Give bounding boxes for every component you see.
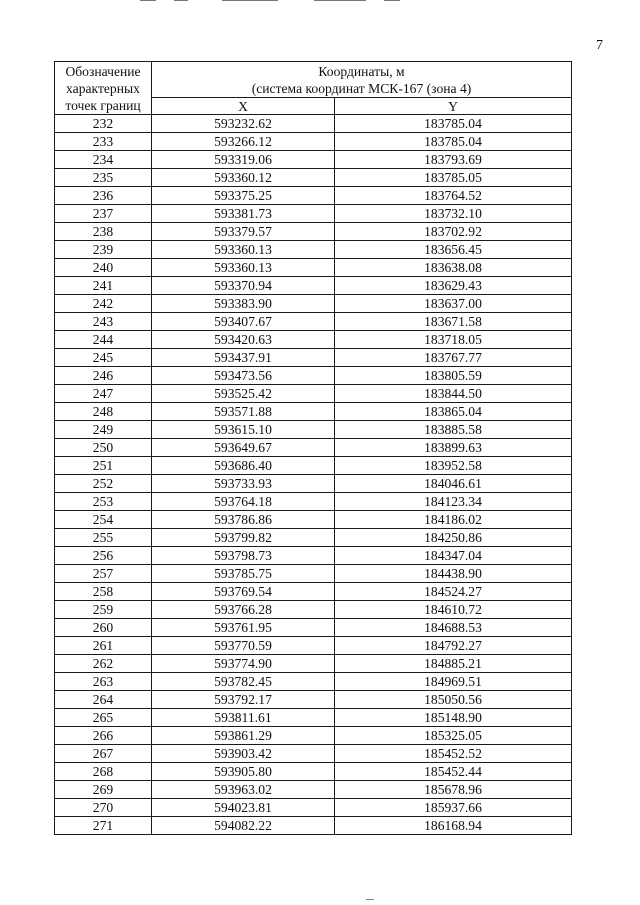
table-row [55, 349, 572, 367]
point-number-cell: 240 [55, 259, 152, 277]
table-row [55, 133, 572, 151]
point-number-cell: 242 [55, 295, 152, 313]
point-number-cell: 256 [55, 547, 152, 565]
y-coordinate-cell: 184524.27 [335, 583, 572, 601]
x-coordinate-cell: 593774.90 [152, 655, 335, 673]
table-row [55, 277, 572, 295]
table-row [55, 223, 572, 241]
y-coordinate-cell: 183793.69 [335, 151, 572, 169]
table-row [55, 295, 572, 313]
table-row [55, 655, 572, 673]
x-coordinate-cell: 593686.40 [152, 457, 335, 475]
y-coordinate-cell: 183732.10 [335, 205, 572, 223]
point-number-cell: 236 [55, 187, 152, 205]
table-row [55, 241, 572, 259]
y-coordinate-cell: 184438.90 [335, 565, 572, 583]
table-row [55, 727, 572, 745]
point-number-cell: 260 [55, 619, 152, 637]
table-row [55, 151, 572, 169]
point-number-cell: 249 [55, 421, 152, 439]
table-row [55, 709, 572, 727]
page-number: 7 [596, 38, 603, 53]
x-coordinate-cell: 593733.93 [152, 475, 335, 493]
y-coordinate-cell: 183638.08 [335, 259, 572, 277]
x-coordinate-cell: 593420.63 [152, 331, 335, 349]
point-number-cell: 252 [55, 475, 152, 493]
y-coordinate-cell: 183885.58 [335, 421, 572, 439]
point-number-cell: 239 [55, 241, 152, 259]
y-coordinate-cell: 185050.56 [335, 691, 572, 709]
x-coordinate-cell: 593379.57 [152, 223, 335, 241]
x-coordinate-cell: 593811.61 [152, 709, 335, 727]
y-coordinate-cell: 183899.63 [335, 439, 572, 457]
y-coordinate-cell: 183785.04 [335, 115, 572, 133]
y-coordinate-cell: 185678.96 [335, 781, 572, 799]
scan-artifact-marks [140, 0, 400, 3]
point-number-cell: 241 [55, 277, 152, 295]
x-coordinate-cell: 593799.82 [152, 529, 335, 547]
y-coordinate-cell: 183844.50 [335, 385, 572, 403]
x-coordinate-cell: 593381.73 [152, 205, 335, 223]
coordinates-table-body [55, 62, 572, 835]
x-coordinate-cell: 593770.59 [152, 637, 335, 655]
y-coordinate-cell: 183805.59 [335, 367, 572, 385]
x-coordinate-cell: 593761.95 [152, 619, 335, 637]
y-coordinate-cell: 183785.04 [335, 133, 572, 151]
table-row [55, 691, 572, 709]
point-number-cell: 269 [55, 781, 152, 799]
header-point-line-1: Обозначение [65, 64, 141, 79]
y-coordinate-cell: 183718.05 [335, 331, 572, 349]
coordinates-table [54, 61, 572, 835]
table-row [55, 817, 572, 835]
x-coordinate-cell: 593769.54 [152, 583, 335, 601]
point-number-cell: 237 [55, 205, 152, 223]
point-number-cell: 263 [55, 673, 152, 691]
y-coordinate-cell: 185937.66 [335, 799, 572, 817]
table-row [55, 367, 572, 385]
point-number-cell: 255 [55, 529, 152, 547]
x-coordinate-cell: 593861.29 [152, 727, 335, 745]
point-number-cell: 258 [55, 583, 152, 601]
point-number-cell: 271 [55, 817, 152, 835]
y-coordinate-cell: 183637.00 [335, 295, 572, 313]
point-number-cell: 235 [55, 169, 152, 187]
y-coordinate-cell: 185325.05 [335, 727, 572, 745]
table-header-row [55, 62, 572, 98]
x-coordinate-cell: 593407.67 [152, 313, 335, 331]
x-coordinate-cell: 593437.91 [152, 349, 335, 367]
header-point-designation [55, 62, 152, 115]
y-coordinate-cell: 183629.43 [335, 277, 572, 295]
y-coordinate-cell: 184688.53 [335, 619, 572, 637]
table-row [55, 745, 572, 763]
table-row [55, 187, 572, 205]
y-coordinate-cell: 186168.94 [335, 817, 572, 835]
point-number-cell: 245 [55, 349, 152, 367]
table-row [55, 115, 572, 133]
table-row [55, 547, 572, 565]
x-coordinate-cell: 593963.02 [152, 781, 335, 799]
point-number-cell: 247 [55, 385, 152, 403]
point-number-cell: 233 [55, 133, 152, 151]
point-number-cell: 234 [55, 151, 152, 169]
x-coordinate-cell: 594082.22 [152, 817, 335, 835]
header-point-line-3: точек границ [65, 98, 141, 113]
table-row [55, 403, 572, 421]
y-coordinate-cell: 183671.58 [335, 313, 572, 331]
x-coordinate-cell: 593266.12 [152, 133, 335, 151]
point-number-cell: 267 [55, 745, 152, 763]
header-y: Y [335, 98, 572, 115]
x-coordinate-cell: 593370.94 [152, 277, 335, 295]
x-coordinate-cell: 593903.42 [152, 745, 335, 763]
x-coordinate-cell: 594023.81 [152, 799, 335, 817]
x-coordinate-cell: 593232.62 [152, 115, 335, 133]
y-coordinate-cell: 183656.45 [335, 241, 572, 259]
table-row [55, 511, 572, 529]
point-number-cell: 246 [55, 367, 152, 385]
point-number-cell: 244 [55, 331, 152, 349]
header-point-line-2: характерных [66, 81, 140, 96]
header-coordinates [152, 62, 572, 98]
table-row [55, 421, 572, 439]
point-number-cell: 259 [55, 601, 152, 619]
x-coordinate-cell: 593792.17 [152, 691, 335, 709]
point-number-cell: 261 [55, 637, 152, 655]
table-row [55, 493, 572, 511]
table-row [55, 169, 572, 187]
y-coordinate-cell: 183865.04 [335, 403, 572, 421]
table-row [55, 457, 572, 475]
y-coordinate-cell: 184885.21 [335, 655, 572, 673]
table-row [55, 439, 572, 457]
x-coordinate-cell: 593764.18 [152, 493, 335, 511]
x-coordinate-cell: 593798.73 [152, 547, 335, 565]
table-row [55, 637, 572, 655]
x-coordinate-cell: 593615.10 [152, 421, 335, 439]
point-number-cell: 265 [55, 709, 152, 727]
x-coordinate-cell: 593786.86 [152, 511, 335, 529]
x-coordinate-cell: 593905.80 [152, 763, 335, 781]
y-coordinate-cell: 185452.52 [335, 745, 572, 763]
point-number-cell: 238 [55, 223, 152, 241]
y-coordinate-cell: 183764.52 [335, 187, 572, 205]
point-number-cell: 270 [55, 799, 152, 817]
table-row [55, 529, 572, 547]
table-row [55, 763, 572, 781]
y-coordinate-cell: 184123.34 [335, 493, 572, 511]
table-row [55, 475, 572, 493]
point-number-cell: 251 [55, 457, 152, 475]
point-number-cell: 254 [55, 511, 152, 529]
y-coordinate-cell: 184792.27 [335, 637, 572, 655]
header-x: X [152, 98, 335, 115]
x-coordinate-cell: 593360.12 [152, 169, 335, 187]
y-coordinate-cell: 184186.02 [335, 511, 572, 529]
y-coordinate-cell: 183785.05 [335, 169, 572, 187]
table-row [55, 259, 572, 277]
table-row [55, 385, 572, 403]
y-coordinate-cell: 183952.58 [335, 457, 572, 475]
point-number-cell: 248 [55, 403, 152, 421]
x-coordinate-cell: 593319.06 [152, 151, 335, 169]
x-coordinate-cell: 593375.25 [152, 187, 335, 205]
y-coordinate-cell: 184969.51 [335, 673, 572, 691]
point-number-cell: 266 [55, 727, 152, 745]
x-coordinate-cell: 593383.90 [152, 295, 335, 313]
point-number-cell: 250 [55, 439, 152, 457]
point-number-cell: 232 [55, 115, 152, 133]
x-coordinate-cell: 593785.75 [152, 565, 335, 583]
y-coordinate-cell: 183767.77 [335, 349, 572, 367]
x-coordinate-cell: 593571.88 [152, 403, 335, 421]
y-coordinate-cell: 184610.72 [335, 601, 572, 619]
y-coordinate-cell: 184046.61 [335, 475, 572, 493]
point-number-cell: 262 [55, 655, 152, 673]
scan-artifact-bottom [366, 899, 374, 900]
table-row [55, 601, 572, 619]
x-coordinate-cell: 593649.67 [152, 439, 335, 457]
table-row [55, 565, 572, 583]
table-row [55, 313, 572, 331]
y-coordinate-cell: 185452.44 [335, 763, 572, 781]
x-coordinate-cell: 593525.42 [152, 385, 335, 403]
y-coordinate-cell: 185148.90 [335, 709, 572, 727]
table-row [55, 619, 572, 637]
point-number-cell: 264 [55, 691, 152, 709]
table-row [55, 331, 572, 349]
x-coordinate-cell: 593473.56 [152, 367, 335, 385]
table-row [55, 781, 572, 799]
header-coordinates-line-1: Координаты, м [318, 64, 405, 79]
y-coordinate-cell: 184250.86 [335, 529, 572, 547]
y-coordinate-cell: 184347.04 [335, 547, 572, 565]
header-coordinates-line-2: (система координат МСК-167 (зона 4) [251, 81, 472, 96]
x-coordinate-cell: 593766.28 [152, 601, 335, 619]
table-row [55, 205, 572, 223]
x-coordinate-cell: 593360.13 [152, 259, 335, 277]
point-number-cell: 257 [55, 565, 152, 583]
table-row [55, 583, 572, 601]
point-number-cell: 243 [55, 313, 152, 331]
table-row [55, 799, 572, 817]
x-coordinate-cell: 593782.45 [152, 673, 335, 691]
point-number-cell: 268 [55, 763, 152, 781]
x-coordinate-cell: 593360.13 [152, 241, 335, 259]
table-row [55, 673, 572, 691]
y-coordinate-cell: 183702.92 [335, 223, 572, 241]
point-number-cell: 253 [55, 493, 152, 511]
